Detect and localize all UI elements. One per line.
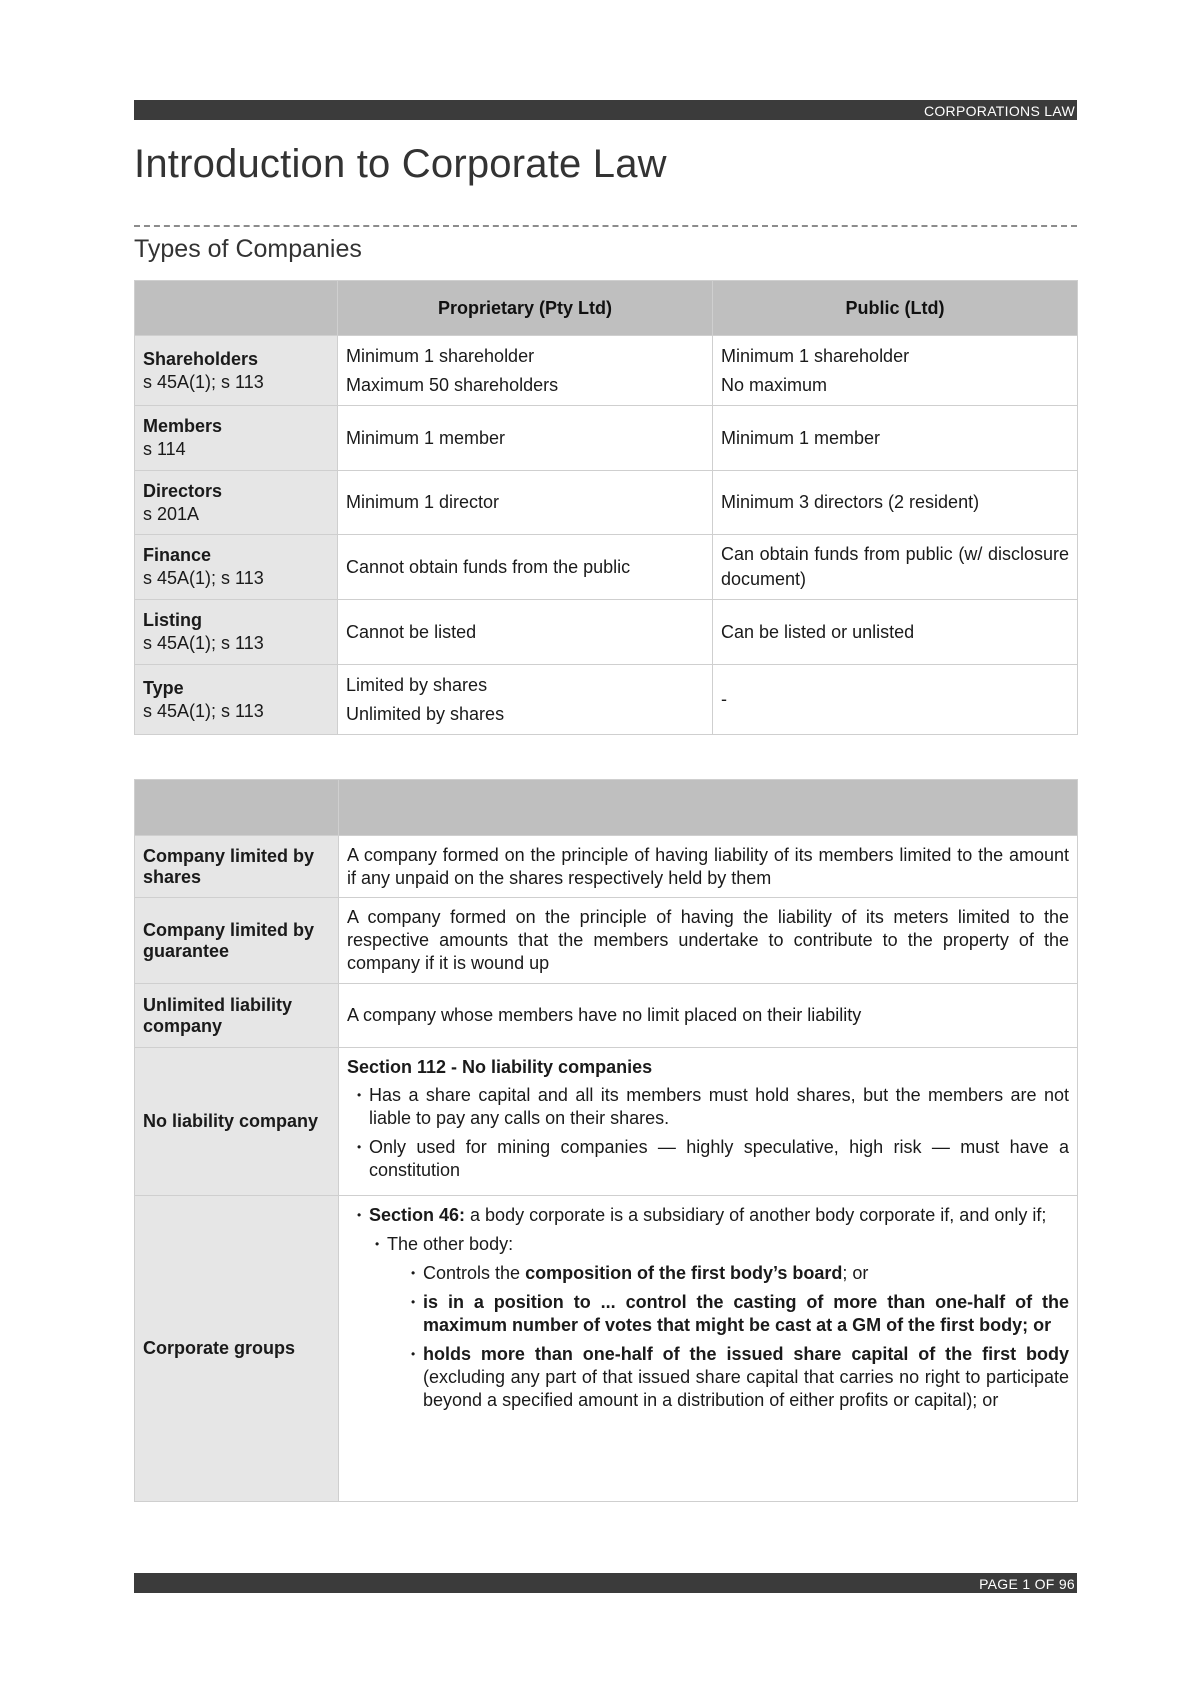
table-row [135,535,1078,600]
row-label [135,336,338,406]
bullet-list [347,1204,1069,1227]
header-empty-cell [135,281,338,336]
section-heading: Types of Companies [134,235,362,263]
list-item: • Only used for mining companies — highly speculative, high risk — must have a constitution [347,1136,1069,1182]
column-header-public: Public (Ltd) [713,281,1078,336]
definition-cell: A company whose members have no limit placed on their liability [339,984,1078,1048]
table-header-row [135,780,1078,836]
pty-cell: Minimum 1 director [338,471,713,535]
public-cell [713,336,1078,406]
row-label [135,600,338,665]
s46-text: a body corporate is a subsidiary of another body corporate if, and only if; [465,1205,1047,1225]
row-label-ref: s 45A(1); s 113 [143,700,264,721]
company-categories-table [134,779,1078,1502]
row-label: Company limited by shares [135,836,339,898]
condition-text: Controls the [423,1263,526,1283]
table-row [135,665,1078,735]
list-item [347,1343,1069,1412]
list-item: • Has a share capital and all its members must hold shares, but the members are not liable to pay any calls on their shares. [347,1084,1069,1130]
definition-cell [339,1196,1078,1502]
row-label: Company limited by guarantee [135,898,339,984]
header-empty-cell [135,780,339,836]
row-label-title: Finance [143,545,212,565]
row-label-ref: s 114 [143,439,186,459]
condition-text: ; or [842,1263,869,1283]
cell-line: Minimum 1 shareholder [721,345,910,366]
cell-line: Limited by shares [346,674,488,695]
table-row [135,471,1078,535]
page-number: PAGE 1 OF 96 [979,1576,1075,1592]
column-header-pty: Proprietary (Pty Ltd) [338,281,713,336]
row-label-ref: s 45A(1); s 113 [143,568,264,588]
header-section-label: CORPORATIONS LAW [923,103,1075,119]
table-row [135,406,1078,471]
row-label-ref: s 45A(1); s 113 [143,371,264,392]
table-row [135,984,1078,1048]
table-row [135,898,1078,984]
row-label-ref: s 201A [143,503,200,524]
public-cell: - [713,665,1078,735]
list-item [347,1204,1069,1227]
pty-cell [338,336,713,406]
s46-label: Section 46: [369,1205,466,1225]
page-title: Introduction to Corporate Law [134,142,667,186]
table-row [135,1196,1078,1502]
row-label-title: Listing [143,610,202,630]
row-label: Corporate groups [135,1196,339,1502]
condition-bold: composition of the first body’s board [525,1263,843,1283]
bullet-list [347,1084,1069,1182]
cell-line: Unlimited by shares [346,703,505,724]
table-row [135,1048,1078,1196]
condition-bold: is in a position to ... control the casting of more than one-half of the maximum number of votes that might be cast at a GM of the first body; or [423,1292,1069,1335]
row-label-title: Shareholders [143,348,259,369]
row-label-title: Type [143,677,184,698]
row-label: Unlimited liability company [135,984,339,1048]
public-cell: Can be listed or unlisted [713,600,1078,665]
cell-line: Maximum 50 shareholders [346,374,559,395]
table-row [135,836,1078,898]
public-cell: Minimum 1 member [713,406,1078,471]
row-label [135,665,338,735]
pty-cell: Cannot obtain funds from the public [338,535,713,600]
list-item [347,1262,1069,1285]
table-row [135,336,1078,406]
definition-cell: A company formed on the principle of having the liability of its meters limited to the respective amounts that the members undertake to contribute to the property of the company if it is wound up [339,898,1078,984]
footer-bar [134,1573,1077,1593]
row-label: No liability company [135,1048,339,1196]
bullet-list [347,1262,1069,1412]
company-types-table [134,280,1078,735]
definition-cell [339,1048,1078,1196]
header-empty-cell [339,780,1078,836]
row-label [135,535,338,600]
table-header-row [135,281,1078,336]
section-112-heading: Section 112 - No liability companies [347,1057,653,1077]
list-item: • The other body: [347,1233,1069,1256]
row-label-title: Directors [143,480,223,501]
row-label-ref: s 45A(1); s 113 [143,633,264,653]
definition-cell: A company formed on the principle of having liability of its members limited to the amount if any unpaid on the shares respectively held by them [339,836,1078,898]
table-row [135,600,1078,665]
row-label [135,471,338,535]
cell-line: Minimum 1 shareholder [346,345,535,366]
pty-cell [338,665,713,735]
list-item [347,1291,1069,1337]
condition-text: (excluding any part of that issued share capital that carries no right to participate beyond a specified amount in a distribution of either profits or capital); or [423,1367,1069,1410]
row-label [135,406,338,471]
cell-line: No maximum [721,374,828,395]
pty-cell: Minimum 1 member [338,406,713,471]
public-cell: Minimum 3 directors (2 resident) [713,471,1078,535]
bullet-list [347,1233,1069,1256]
row-label-title: Members [143,416,223,436]
title-divider [134,225,1077,227]
condition-bold: holds more than one-half of the issued share capital of the first body [423,1344,1069,1364]
public-cell: Can obtain funds from public (w/ disclosure document) [713,535,1078,600]
pty-cell: Cannot be listed [338,600,713,665]
